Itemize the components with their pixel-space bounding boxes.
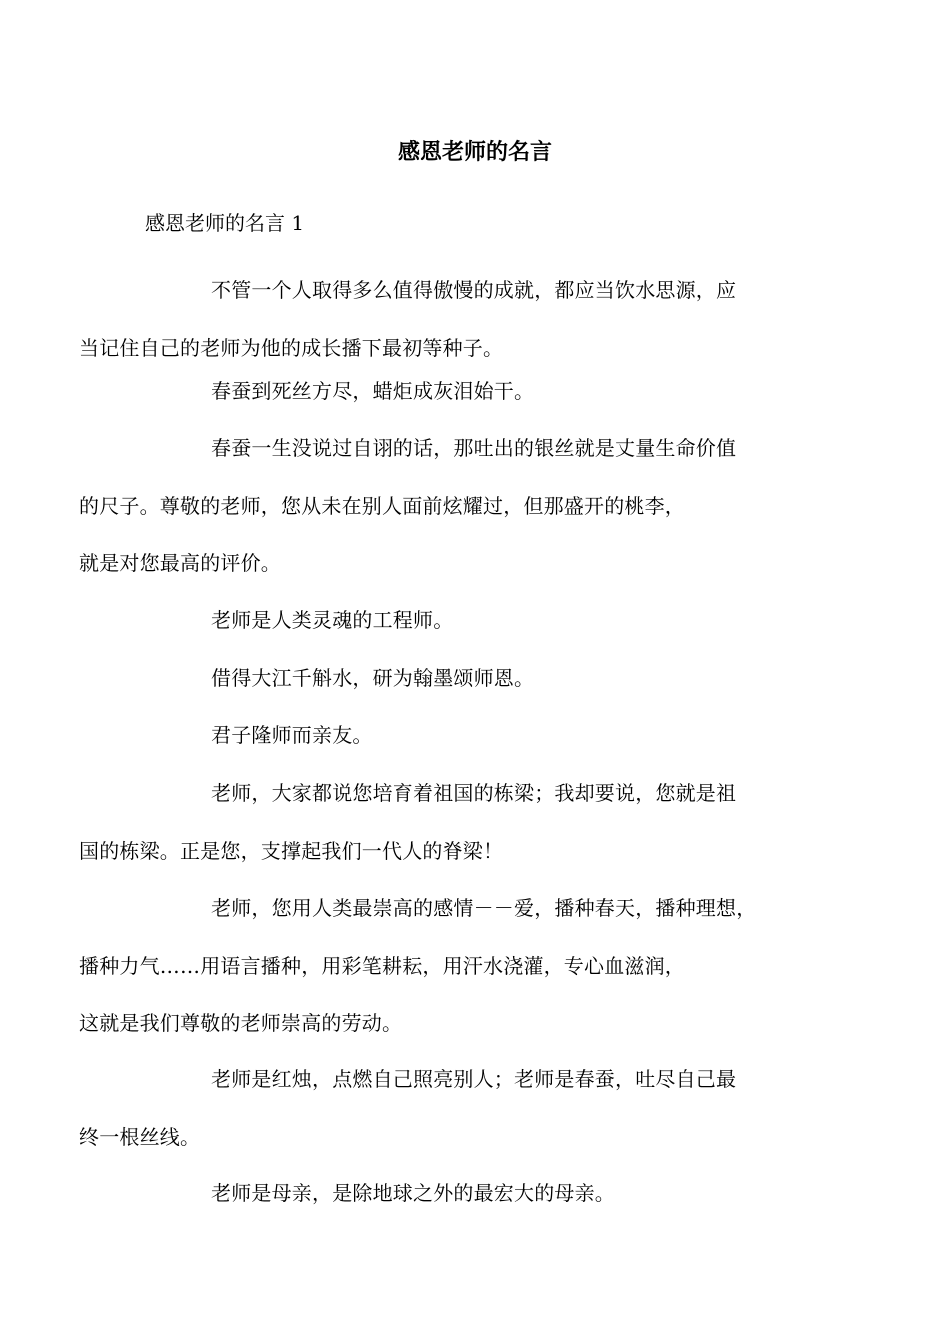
paragraph-line: 老师，您用人类最崇高的感情－－爱，播种春天，播种理想， [211,896,757,920]
paragraph-line: 老师是人类灵魂的工程师。 [211,608,454,632]
paragraph-line: 君子隆师而亲友。 [211,723,373,747]
paragraph-line: 的尺子。尊敬的老师，您从未在别人面前炫耀过，但那盛开的桃李， [79,493,685,518]
page-title: 感恩老师的名言 [397,139,552,165]
paragraph-3 [79,420,810,593]
paragraph-line: 老师是母亲，是除地球之外的最宏大的母亲。 [211,1181,615,1205]
paragraph-line: 老师，大家都说您培育着祖国的栋梁；我却要说，您就是祖 [211,781,737,805]
paragraph-6 [145,707,810,765]
paragraph-line: 当记住自己的老师为他的成长播下最初等种子。 [79,335,504,360]
paragraph-line: 国的栋梁。正是您，支撑起我们一代人的脊梁！ [79,838,504,863]
section-heading: 感恩老师的名言 1 [145,211,305,235]
paragraph-9 [79,1051,810,1166]
paragraph-10 [145,1165,810,1223]
paragraph-line: 播种力气……用语言播种，用彩笔耕耘，用汗水浇灌，专心血滋润， [79,953,685,978]
paragraph-1 [79,262,810,377]
paragraph-line: 春蚕到死丝方尽，蜡炬成灰泪始干。 [211,379,535,403]
paragraph-line: 春蚕一生没说过自诩的话，那吐出的银丝就是丈量生命价值 [211,436,737,460]
paragraph-line: 这就是我们尊敬的老师崇高的劳动。 [79,1011,403,1035]
paragraph-2 [145,363,810,421]
paragraph-line: 借得大江千斛水，研为翰墨颂师恩。 [211,666,535,690]
paragraph-5 [145,650,810,708]
paragraph-line: 不管一个人取得多么值得傲慢的成就，都应当饮水思源，应 [211,278,737,302]
paragraph-line: 老师是红烛，点燃自己照亮别人；老师是春蚕，吐尽自己最 [211,1067,737,1091]
paragraph-line: 就是对您最高的评价。 [79,551,281,575]
paragraph-7 [79,765,810,880]
paragraph-8 [79,880,810,1053]
paragraph-line: 终一根丝线。 [79,1124,201,1149]
paragraph-4 [145,592,810,650]
